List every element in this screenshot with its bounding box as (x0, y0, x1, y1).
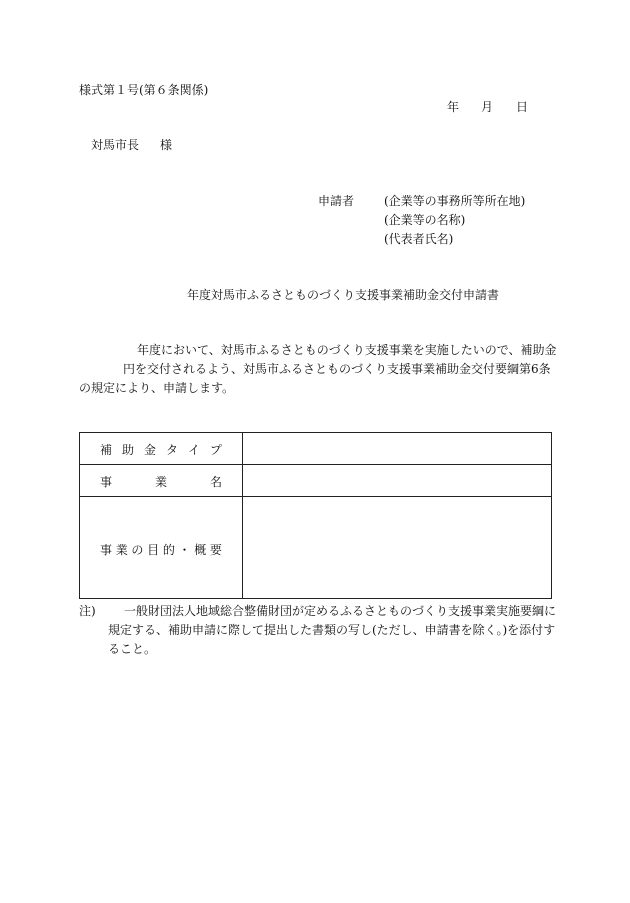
body-line-3: の規定により、申請します。 (79, 381, 235, 395)
addressee-honorific: 様 (160, 138, 173, 152)
label-char: タ (165, 443, 178, 457)
body-line-2: 円を交付されるよう、対馬市ふるさとものづくり支援事業補助金交付要綱第6条 (123, 362, 551, 376)
project-purpose-label (80, 541, 242, 558)
document-title: 年度対馬市ふるさとものづくり支援事業補助金交付申請書 (187, 288, 500, 302)
note-line-1: 一般財団法人地域総合整備財団が定めるふるさとものづくり支援事業実施要綱に (124, 604, 557, 618)
application-table (79, 432, 552, 599)
table-row-subsidy-type (80, 433, 551, 465)
date-day-label: 日 (516, 100, 529, 114)
applicant-representative-line: (代表者氏名) (384, 232, 454, 246)
note-line-3: ること。 (108, 642, 157, 656)
date-month-label: 月 (481, 100, 494, 114)
label-char: の (131, 543, 144, 557)
label-char: ・ (178, 543, 191, 557)
subsidy-type-label (80, 441, 242, 458)
table-row-project-purpose (80, 497, 551, 600)
applicant-address-line: (企業等の事務所等所在地) (384, 194, 526, 208)
label-char: 金 (143, 443, 156, 457)
label-char: 業 (154, 475, 167, 489)
note-line-2: 規定する、補助申請に際して提出した書類の写し(ただし、申請書を除く。)を添付す (108, 623, 556, 637)
applicant-label: 申請者 (318, 194, 355, 208)
note-marker: 注) (79, 604, 96, 618)
label-char: 概 (194, 543, 207, 557)
date-year-label: 年 (447, 100, 460, 114)
body-line-1: 年度において、対馬市ふるさとものづくり支援事業を実施したいので、補助金 (137, 343, 557, 357)
label-char: 業 (115, 543, 128, 557)
label-char: 目 (147, 543, 160, 557)
label-char: 助 (121, 443, 134, 457)
form-number: 様式第１号(第６条関係) (79, 83, 209, 97)
label-char: イ (187, 443, 200, 457)
addressee-name: 対馬市長 (91, 138, 140, 152)
applicant-company-line: (企業等の名称) (384, 213, 466, 227)
label-char: 補 (100, 443, 113, 457)
label-char: 事 (100, 543, 113, 557)
project-name-label (80, 473, 242, 490)
label-char: 的 (162, 543, 175, 557)
label-char: 要 (209, 543, 222, 557)
table-row-project-name (80, 465, 551, 497)
label-char: プ (209, 443, 222, 457)
label-char: 事 (100, 475, 113, 489)
label-char: 名 (209, 475, 222, 489)
